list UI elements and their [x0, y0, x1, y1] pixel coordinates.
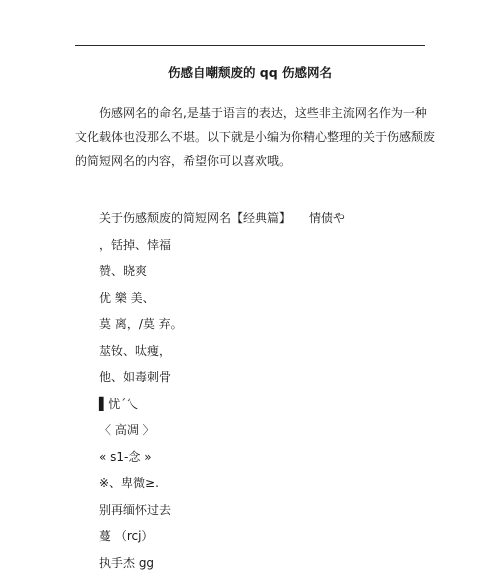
list-item: 〈 高凋 〉 — [99, 417, 429, 444]
list-item: 执手杰 gg — [99, 550, 429, 576]
list-item: 赞、晓爽 — [99, 258, 429, 285]
list-item: ，铦掉、悻福 — [99, 232, 429, 259]
list-item: 莫 离，/莫 弃。 — [99, 311, 429, 338]
list-item: ▌忧ˊ乀 — [99, 391, 429, 418]
top-divider — [75, 45, 425, 46]
intro-line: 文化载体也没那么不堪。以下就是小编为你精心整理的关于伤感颓废 — [75, 125, 433, 149]
list-item: « s1-念 » — [99, 444, 429, 471]
intro-paragraph — [75, 101, 433, 173]
list-heading: 关于伤感颓废的简短网名【经典篇】 情债や — [99, 205, 429, 232]
list-item: 蔓 （rcj） — [99, 523, 429, 550]
list-item: 他、如毒刺骨 — [99, 364, 429, 391]
list-item: ※、卑微≥. — [99, 470, 429, 497]
list-item: 别再缅怀过去 — [99, 497, 429, 524]
nickname-list — [99, 205, 429, 576]
list-item: 莁钕、呔痩， — [99, 338, 429, 365]
intro-line: 的简短网名的内容，希望你可以喜欢哦。 — [75, 149, 433, 173]
list-item: 优 樂 美、 — [99, 285, 429, 312]
document-title: 伤感自嘲颓废的 qq 伤感网名 — [75, 64, 425, 82]
intro-line: 伤感网名的命名,是基于语言的表达，这些非主流网名作为一种 — [75, 101, 433, 125]
